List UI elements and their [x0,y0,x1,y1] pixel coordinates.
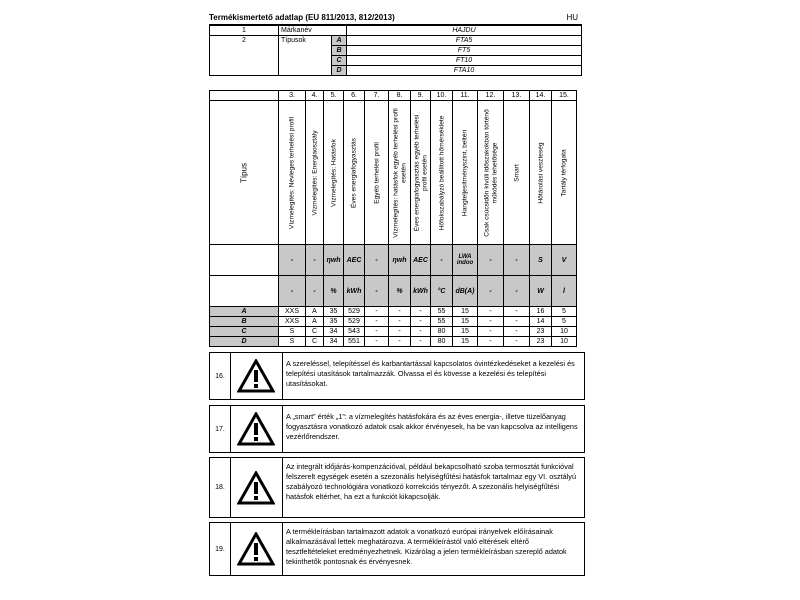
table-cell: S [279,327,306,337]
column-title-cell [365,101,389,245]
column-title-cell [478,101,504,245]
type-row [210,36,582,46]
table-cell: 23 [530,337,552,347]
table-cell: 34 [324,327,344,337]
type-header: Típus [239,162,249,183]
warning-icon [230,406,283,452]
column-number-row [210,91,577,101]
column-number: 15. [552,91,577,101]
table-cell: 15 [453,337,478,347]
note-text: A „smart” érték „1”: a vízmelegítés hatásfokára és az éves energia-, illetve tüzelőanyag fogyasztásra vonatkozó adatok csak akkor érvényesek, ha be van kapcsolva az intelligens vezérlőrendszer. [286,412,578,441]
table-cell: 80 [431,327,453,337]
table-cell: 529 [344,307,365,317]
column-unit: W [530,276,552,307]
column-unit: - [504,276,530,307]
technical-data-table [209,90,577,347]
column-unit: dB(A) [453,276,478,307]
column-title-cell [552,101,577,245]
table-cell: - [389,307,411,317]
brand-value: HAJDU [347,26,582,36]
table-cell: - [365,337,389,347]
note-16 [209,352,585,400]
blank-cell [210,276,279,307]
note-text: Az integrált időjárás-kompenzációval, például bekapcsolható szoba termosztát funkcióval felszerelt egységek esetén a szezonális helyiségfűtési hatásfok tartalmaz egy VI. osztályú szabályozó technológiára vonatkozó korrekciós tényezőt. A szezonális helyiségfűtési hatásfok eltérhet, ha ezt a funkciót kikapcsolják. [286,462,577,501]
table-cell: - [478,327,504,337]
row-label: B [210,317,279,327]
column-title: Smart [512,163,520,182]
column-title: Éves energiafogyasztás egyéb terhelési profil esetén [413,114,428,231]
table-cell: - [478,317,504,327]
column-title: Vízmelegítés: Hatásfok [329,138,337,207]
type-model: FT5 [347,46,582,56]
table-cell: 80 [431,337,453,347]
column-symbol: AEC [411,245,431,276]
type-model: FTA10 [347,66,582,76]
table-cell: XXS [279,317,306,327]
column-title: Hőfokszabályzó beállított hőmérséklete [437,115,445,230]
table-cell: 529 [344,317,365,327]
table-cell: S [279,337,306,347]
table-row [210,307,577,317]
column-number: 6. [344,91,365,101]
type-model: FTA5 [347,36,582,46]
column-title: Éves energiafogyasztás [350,137,358,208]
table-cell: 35 [324,307,344,317]
table-cell: - [504,307,530,317]
table-cell: 551 [344,337,365,347]
table-cell: - [389,317,411,327]
symbol-row [210,245,577,276]
column-unit: kWh [344,276,365,307]
warning-icon [230,353,283,399]
column-symbol: S [530,245,552,276]
column-number: 7. [365,91,389,101]
type-letter: D [332,66,347,76]
column-title: Vízmelegítés: hatásfok egyéb terhelési profil esetén [392,107,407,238]
note-text: A termékleírásban tartalmazott adatok a vonatkozó európai irányelvek előírásainak alkalmazásával lettek meghatározva. A termékleírástól való eltérések eltérő tesztfeltételeket eredményezhetnek. Kizárólag a jelen termékleírásban szereplő adatok tekinthetők pontosnak és érvényesnek. [286,527,567,566]
column-unit: - [279,276,306,307]
note-number: 17. [210,406,231,452]
column-title: Egyéb terhelési profil [372,141,380,204]
column-symbol: ηwh [389,245,411,276]
column-number: 5. [324,91,344,101]
column-unit: l [552,276,577,307]
brand-type-table [209,25,582,76]
column-title-row [210,101,577,245]
column-number: 13. [504,91,530,101]
table-cell: - [478,337,504,347]
table-cell: - [504,317,530,327]
column-title-cell [306,101,324,245]
column-title: Vízmelegítés: Névleges terhelési profil [288,116,296,229]
table-cell: 15 [453,327,478,337]
note-number: 19. [210,523,231,575]
types-label: Típusok [279,36,332,76]
column-title-cell [453,101,478,245]
document-header [209,13,582,25]
table-cell: 15 [453,317,478,327]
column-symbol: ηwh [324,245,344,276]
column-number: 12. [478,91,504,101]
column-title: Hangteljesítményszint, beltéri [461,129,469,216]
table-cell: 23 [530,327,552,337]
table-cell: - [411,337,431,347]
column-title-cell [411,101,431,245]
warning-icon [230,523,283,575]
table-cell: - [389,327,411,337]
table-cell: 5 [552,317,577,327]
column-title: Csak csúcsidőn kívüli időszakokban történő működés lehetősége [483,108,498,237]
column-unit: - [365,276,389,307]
column-unit: kWh [411,276,431,307]
table-cell: 55 [431,307,453,317]
table-cell: 14 [530,317,552,327]
table-cell: 55 [431,317,453,327]
type-letter: A [332,36,347,46]
column-symbol: - [279,245,306,276]
column-unit: % [389,276,411,307]
column-title: Hőtárolási veszteség [536,141,544,204]
column-title-cell [389,101,411,245]
table-cell: 15 [453,307,478,317]
document-title: Termékismertető adatlap (EU 811/2013, 812/2013) [209,13,395,22]
column-unit: - [306,276,324,307]
table-cell: A [306,307,324,317]
table-cell: - [504,337,530,347]
row-label: C [210,327,279,337]
table-cell: - [365,327,389,337]
column-unit: % [324,276,344,307]
column-title-cell [279,101,306,245]
type-model: FT10 [347,56,582,66]
table-cell: - [365,317,389,327]
column-symbol: - [504,245,530,276]
table-cell: A [306,317,324,327]
column-number: 4. [306,91,324,101]
table-cell: 10 [552,327,577,337]
blank-cell [210,91,279,101]
table-cell: - [411,327,431,337]
table-cell: - [478,307,504,317]
column-title: Tartály térfogata [560,148,568,197]
column-symbol: - [431,245,453,276]
brand-label: Márkanév [279,26,347,36]
table-cell: C [306,337,324,347]
note-number: 16. [210,353,231,399]
brand-num: 1 [210,26,279,36]
table-cell: - [411,307,431,317]
table-cell: - [504,327,530,337]
type-letter: B [332,46,347,56]
unit-row [210,276,577,307]
note-18 [209,457,585,518]
column-unit: - [478,276,504,307]
type-header-cell [210,101,279,245]
blank-cell [210,245,279,276]
table-cell: 16 [530,307,552,317]
table-cell: 10 [552,337,577,347]
column-title-cell [431,101,453,245]
table-cell: - [389,337,411,347]
row-label: A [210,307,279,317]
column-number: 14. [530,91,552,101]
language-code: HU [566,13,578,22]
column-title-cell [324,101,344,245]
table-cell: XXS [279,307,306,317]
note-number: 18. [210,458,231,517]
table-cell: 34 [324,337,344,347]
column-symbol: - [478,245,504,276]
column-number: 3. [279,91,306,101]
note-text: A szereléssel, telepítéssel és karbantartással kapcsolatos óvintézkedéseket a kezelési és telepítési utasítások tartalmazzák. Olvassa el és kövesse a kezelési és telepítési utasításokat. [286,359,575,388]
column-number: 10. [431,91,453,101]
column-symbol: - [365,245,389,276]
column-symbol: V [552,245,577,276]
table-cell: 5 [552,307,577,317]
column-number: 11. [453,91,478,101]
column-number: 9. [411,91,431,101]
column-unit: °C [431,276,453,307]
table-cell: 543 [344,327,365,337]
column-title-cell [344,101,365,245]
column-symbol: - [306,245,324,276]
warning-icon [230,458,283,517]
column-title-cell [504,101,530,245]
note-19 [209,522,585,576]
table-cell: - [411,317,431,327]
column-symbol: LWA indoo [453,245,478,276]
type-letter: C [332,56,347,66]
brand-row [210,26,582,36]
note-17 [209,405,585,453]
column-title-cell [530,101,552,245]
types-num: 2 [210,36,279,76]
table-row [210,337,577,347]
row-label: D [210,337,279,347]
table-row [210,327,577,337]
column-symbol: AEC [344,245,365,276]
table-cell: - [365,307,389,317]
column-number: 8. [389,91,411,101]
table-cell: 35 [324,317,344,327]
table-row [210,317,577,327]
table-cell: C [306,327,324,337]
column-title: Vízmelegítés: Energiaosztály [310,129,318,216]
